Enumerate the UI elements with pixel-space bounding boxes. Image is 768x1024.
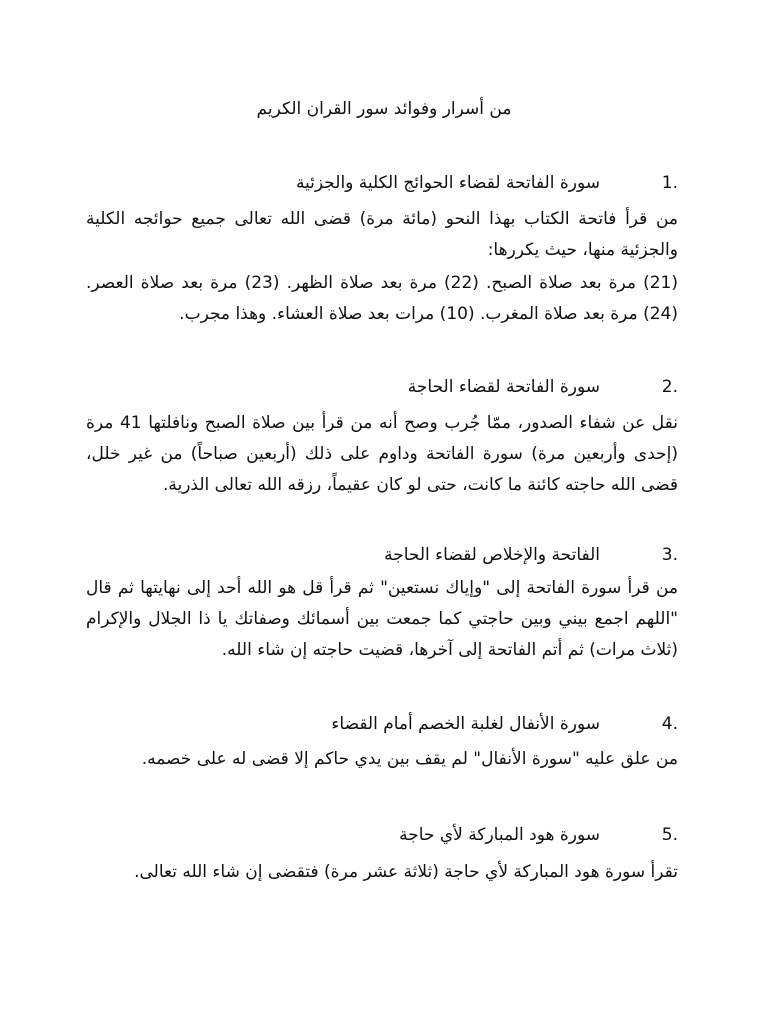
section-1-paragraph-1: من قرأ فاتحة الكتاب بهذا النحو (مائة مرة) قضى الله تعالى جميع حوائجه الكلية والجزئية منها، حيث يكررها: [86, 209, 678, 260]
section-4-paragraph-1: من علق عليه "سورة الأنفال" لم يقف بين يدي حاكم إلا قضى له على خصمه. [141, 749, 678, 769]
section-number: 2. [661, 377, 678, 397]
section-heading-2 [118, 374, 678, 400]
section-heading-4 [118, 711, 678, 737]
section-number: 4. [661, 714, 678, 734]
section-heading-3 [118, 542, 678, 568]
section-heading-text: سورة الفاتحة لقضاء الحوائج الكلية والجزئية [295, 173, 600, 193]
section-heading-text: سورة الفاتحة لقضاء الحاجة [407, 377, 600, 397]
section-heading-1 [118, 170, 678, 196]
section-3-paragraph-1: من قرأ سورة الفاتحة إلى "وإياك نستعين" ثم قرأ قل هو الله أحد إلى نهايتها ثم قال "اللهم اجمع بيني وبين حاجتي كما جمعت بين أسمائك وصفاتك يا ذا الجلال والإكرام (ثلاث مرات) ثم أتم الفاتحة إلى آخرها، قضيت حاجته إن شاء الله. [86, 578, 678, 660]
section-number: 3. [661, 545, 678, 565]
section-heading-text: الفاتحة والإخلاص لقضاء الحاجة [384, 545, 600, 565]
section-2-paragraph-1: نقل عن شفاء الصدور، ممّا جُرب وصح أنه من قرأ بين صلاة الصبح ونافلتها 41 مرة (إحدى وأربعين مرة) سورة الفاتحة وداوم على ذلك (أربعين صباحاً) من غير خلل، قضى الله حاجته كائنة ما كانت، حتى لو كان عقيماً، رزقه الله تعالى الذرية. [86, 413, 679, 495]
section-heading-5 [118, 822, 678, 848]
section-heading-text: سورة هود المباركة لأي حاجة [399, 825, 600, 845]
document-title: من أسرار وفوائد سور القران الكريم [256, 99, 512, 119]
section-number: 1. [661, 173, 678, 193]
section-number: 5. [661, 825, 678, 845]
section-5-paragraph-1: تقرأ سورة هود المباركة لأي حاجة (ثلاثة عشر مرة) فتقضى إن شاء الله تعالى. [134, 862, 678, 882]
section-heading-text: سورة الأنفال لغلبة الخصم أمام القضاء [331, 714, 600, 734]
section-1-paragraph-2: (21) مرة بعد صلاة الصبح. (22) مرة بعد صلاة الظهر. (23) مرة بعد صلاة العصر. (24) مرة بعد صلاة المغرب. (10) مرات بعد صلاة العشاء. وهذا مجرب. [86, 273, 678, 324]
